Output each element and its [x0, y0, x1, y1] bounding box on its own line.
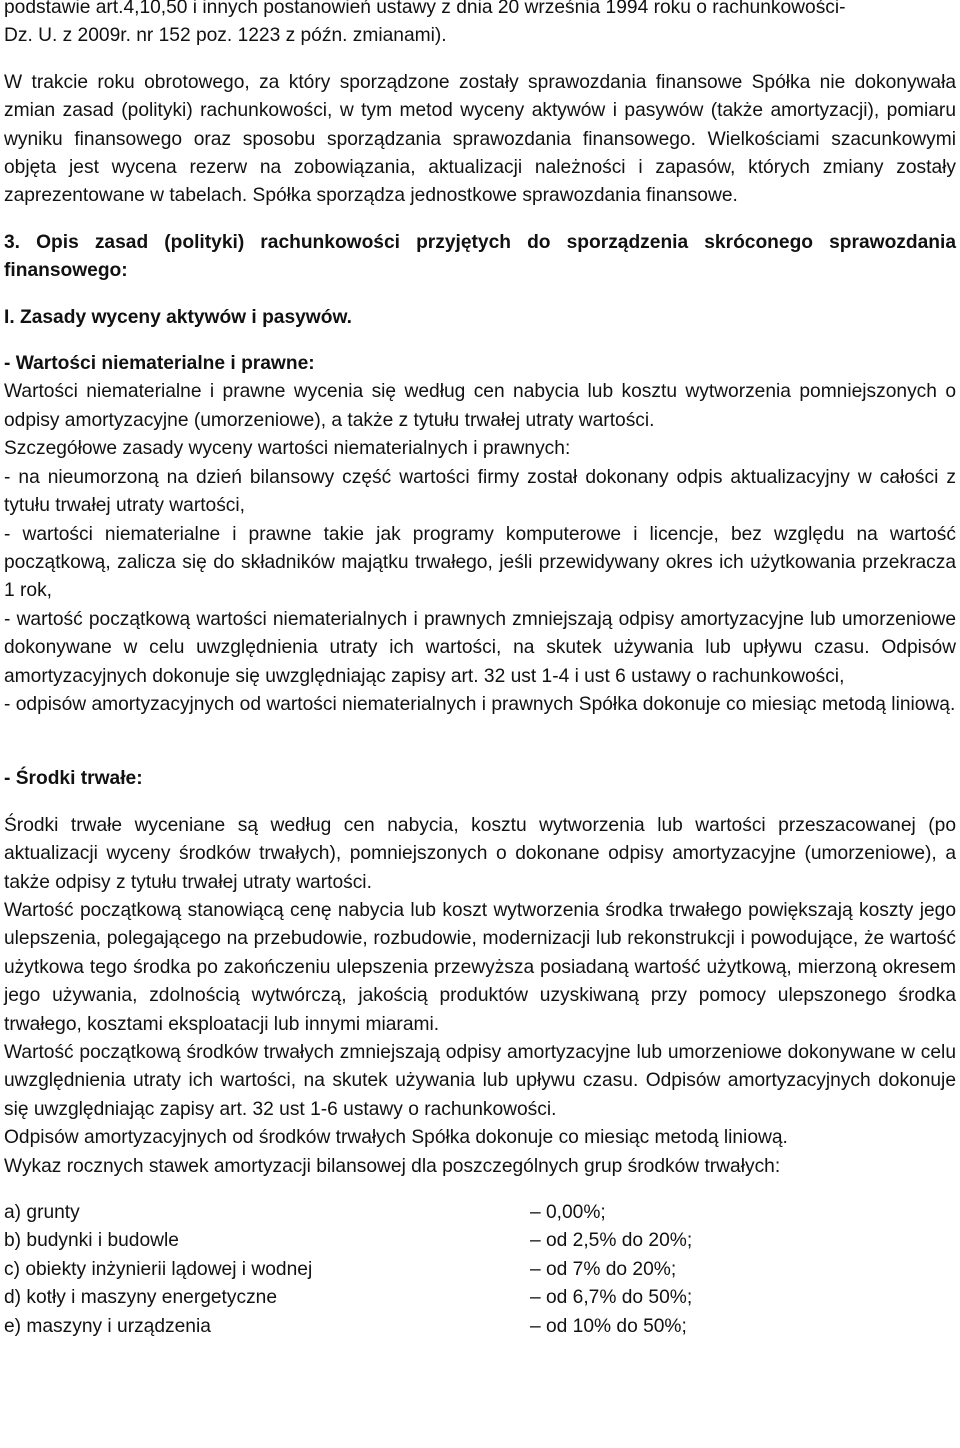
depreciation-rates-list — [4, 1199, 956, 1341]
rate-group-label: d) kotły i maszyny energetyczne — [4, 1287, 278, 1309]
rate-row — [4, 1313, 956, 1341]
rate-row — [4, 1284, 956, 1312]
rate-group-label: a) grunty — [4, 1202, 80, 1224]
rate-value: – od 2,5% do 20%; — [530, 1230, 693, 1252]
rate-group-label: e) maszyny i urządzenia — [4, 1315, 211, 1337]
intangibles-paragraph: Szczegółowe zasady wyceny wartości niematerialnych i prawnych: — [4, 438, 571, 460]
fixed-assets-paragraph: Środki trwałe wyceniane są według cen nabycia, kosztu wytworzenia lub wartości przeszacowanej (po aktualizacji wyceny środków trwałych), pomniejszonych o dokonane odpisy amortyzacyjne (umorzeniowe), a także odpisy z tytułu trwałej utraty wartości. — [4, 814, 956, 893]
rate-value: – od 6,7% do 50%; — [530, 1287, 693, 1309]
rate-group-label: b) budynki i budowle — [4, 1230, 179, 1252]
spacer — [4, 51, 956, 69]
intro-line-1: podstawie art.4,10,50 i innych postanowień ustawy z dnia 20 września 1994 roku o rachunkowości- — [4, 0, 846, 18]
intangibles-paragraph: - wartość początkową wartości niematerialnych i prawnych zmniejszają odpisy amortyzacyjne lub umorzeniowe dokonywane w celu uwzględnienia utraty ich wartości, na skutek używania lub upływu czasu. Odpisów amortyzacyjnych dokonuje się uwzględniając zapisy art. 32 ust 1-4 i ust 6 ustawy o rachunkowości, — [4, 608, 956, 687]
spacer — [4, 719, 956, 765]
section-3-heading: 3. Opis zasad (polityki) rachunkowości przyjętych do sporządzenia skróconego sprawozdania finansowego: — [4, 231, 956, 282]
rate-row — [4, 1256, 956, 1284]
intangibles-paragraph: - na nieumorzoną na dzień bilansowy część wartości firmy został dokonany odpis aktualizacyjny w całości z tytułu trwałej utraty wartości, — [4, 466, 956, 517]
intangibles-section — [4, 350, 956, 719]
fixed-assets-paragraph: Wartość początkową stanowiącą cenę nabycia lub koszt wytworzenia środka trwałego powiększają koszty jego ulepszenia, polegającego na przebudowie, rozbudowie, modernizacji lub rekonstrukcji i powodujące, że wartość użytkowa tego środka po zakończeniu ulepszenia przewyższa posiadaną wartość użytkową, mierzoną okresem jego używania, zdolnością wytwórczą, jakością produktów uzyskiwaną przy pomocy ulepszonego środka trwałego, kosztami eksploatacji lub innymi miarami. — [4, 899, 956, 1035]
rate-value: – 0,00%; — [530, 1202, 606, 1224]
spacer — [4, 794, 956, 812]
fixed-assets-paragraph: Odpisów amortyzacyjnych od środków trwałych Spółka dokonuje co miesiąc metodą liniową. — [4, 1127, 788, 1149]
paragraph-accounting-policy: W trakcie roku obrotowego, za który sporządzone zostały sprawozdania finansowe Spółka nie dokonywała zmian zasad (polityki) rachunkowości, w tym metod wyceny aktywów i pasywów (także amortyzacji), pomiaru wyniku finansowego oraz sposobu sporządzania sprawozdania finansowego. Wielkościami szacunkowymi objęta jest wycena rezerw na zobowiązania, aktualizacji należności i zapasów, których zmiany zostały zaprezentowane w tabelach. Spółka sporządza jednostkowe sprawozdania finansowe. — [4, 71, 956, 207]
intangibles-paragraph: - odpisów amortyzacyjnych od wartości niematerialnych i prawnych Spółka dokonuje co miesiąc metodą liniową. — [4, 693, 956, 715]
intangibles-heading: - Wartości niematerialne i prawne: — [4, 353, 315, 375]
fixed-assets-paragraph: Wykaz rocznych stawek amortyzacji bilansowej dla poszczególnych grup środków trwałych: — [4, 1155, 781, 1177]
intangibles-paragraph: - wartości niematerialne i prawne takie jak programy komputerowe i licencje, bez względu na wartość początkową, zalicza się do składników majątku trwałego, jeśli przewidywany okres ich użytkowania przekracza 1 rok, — [4, 523, 956, 602]
rate-row — [4, 1199, 956, 1227]
intangibles-paragraph: Wartości niematerialne i prawne wycenia się według cen nabycia lub kosztu wytworzenia pomniejszonych o odpisy amortyzacyjne (umorzeniowe), a także z tytułu trwałej utraty wartości. — [4, 381, 956, 431]
spacer — [4, 1181, 956, 1199]
rate-value: – od 7% do 20%; — [530, 1258, 677, 1280]
intro-line-2: Dz. U. z 2009r. nr 152 poz. 1223 z późn. zmianami). — [4, 25, 447, 47]
subsection-heading: I. Zasady wyceny aktywów i pasywów. — [4, 306, 352, 328]
fixed-assets-paragraph: Wartość początkową środków trwałych zmniejszają odpisy amortyzacyjne lub umorzeniowe dokonywane w celu uwzględnienia utraty ich wartości, na skutek używania lub upływu czasu. Odpisów amortyzacyjnych dokonuje się uwzględniając zapisy art. 32 ust 1-6 ustawy o rachunkowości. — [4, 1042, 956, 1120]
rate-value: – od 10% do 50%; — [530, 1315, 687, 1337]
spacer — [4, 211, 956, 229]
rate-group-label: c) obiekty inżynierii lądowej i wodnej — [4, 1258, 313, 1280]
fixed-assets-heading: - Środki trwałe: — [4, 768, 143, 790]
spacer — [4, 332, 956, 350]
rate-row — [4, 1227, 956, 1255]
fixed-assets-section — [4, 765, 956, 1181]
spacer — [4, 286, 956, 304]
document-page — [4, 0, 956, 1341]
